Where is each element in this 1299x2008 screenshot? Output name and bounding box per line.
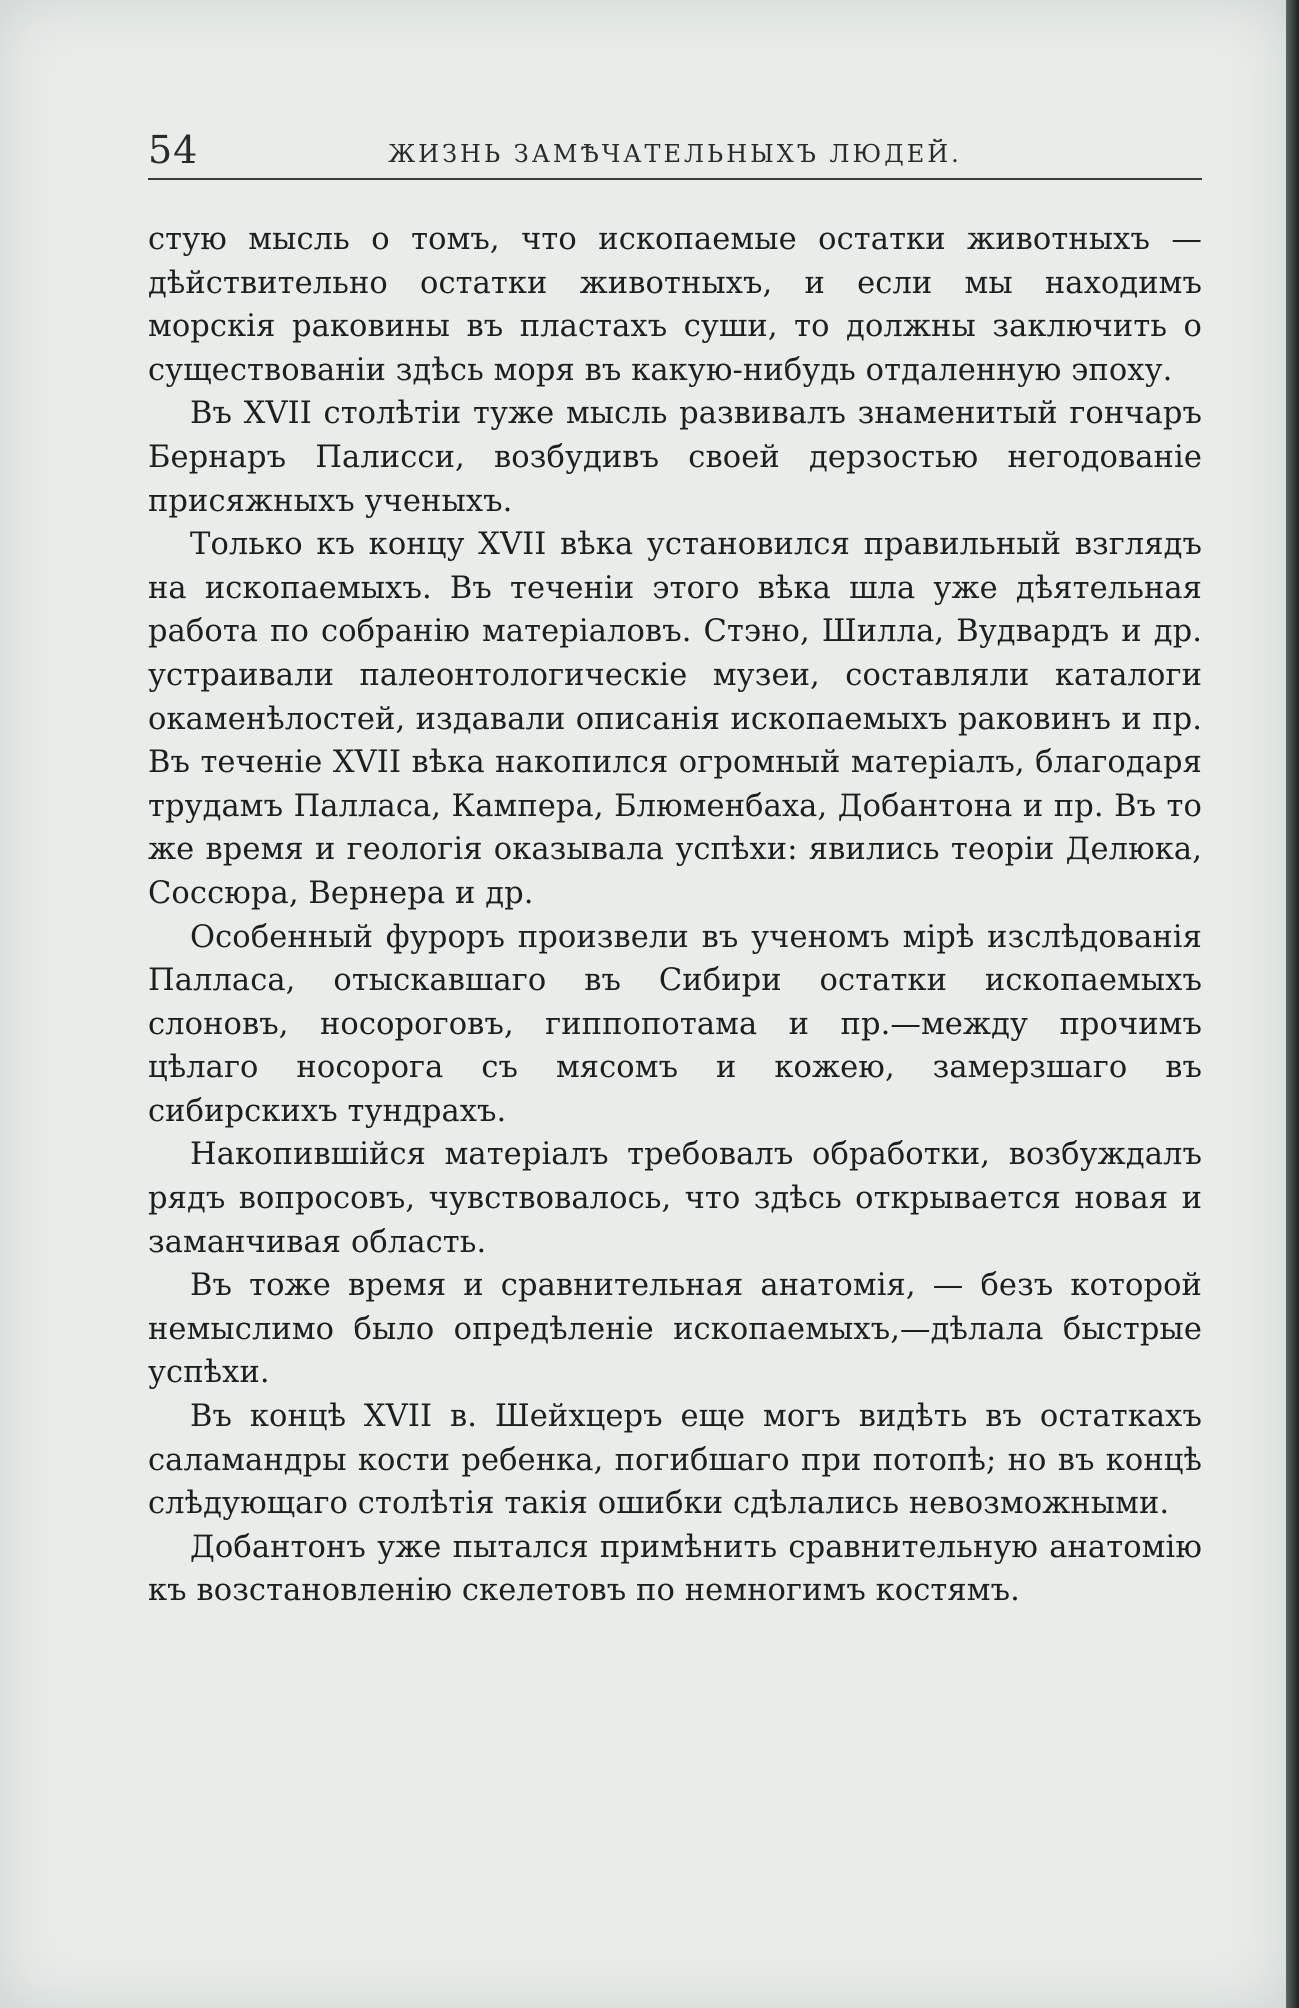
- header-rule: [148, 178, 1202, 180]
- paragraph-continued: стую мысль о томъ, что ископаемые остатки животныхъ — дѣйствительно остатки животныхъ, и если мы находимъ морскія раковины въ пластахъ суши, то должны заключить о существованіи здѣсь моря въ какую-нибудь отдаленную эпоху.: [148, 222, 1202, 388]
- paragraph: Только къ концу XVII вѣка установился правильный взглядъ на ископаемыхъ. Въ теченіи этого вѣка шла уже дѣятельная работа по собранію матеріаловъ. Стэно, Шилла, Вудвардъ и др. устраивали палеонтологическіе музеи, составляли каталоги окаменѣлостей, издавали описанія ископаемыхъ раковинъ и пр. Въ теченіе XVII вѣка накопился огромный матеріалъ, благодаря трудамъ Палласа, Кампера, Блюменбаха, Добантона и пр. Въ то же время и геологія оказывала успѣхи: явились теоріи Делюка, Соссюра, Вернера и др.: [148, 527, 1202, 911]
- page-number: 54: [148, 128, 199, 172]
- body-text: [148, 218, 1202, 1613]
- paragraph: Въ тоже время и сравнительная анатомія, — безъ которой немыслимо было опредѣленіе ископаемыхъ,—дѣлала быстрые успѣхи.: [148, 1268, 1202, 1391]
- running-head: ЖИЗНЬ ЗАМѢЧАТЕЛЬНЫХЪ ЛЮДЕЙ.: [388, 140, 962, 168]
- paragraph: Добантонъ уже пытался примѣнить сравнительную анатомію къ возстановленію скелетовъ по немногимъ костямъ.: [148, 1529, 1202, 1609]
- paragraph: Накопившійся матеріалъ требовалъ обработки, возбуждалъ рядъ вопросовъ, чувствовалось, что здѣсь открывается новая и заманчивая область.: [148, 1137, 1202, 1260]
- page-header: [148, 128, 1202, 178]
- paragraph: Особенный фуроръ произвели въ ученомъ мірѣ изслѣдованія Палласа, отыскавшаго въ Сибири остатки ископаемыхъ слоновъ, носороговъ, гиппопотама и пр.—между прочимъ цѣлаго носорога съ мясомъ и кожею, замерзшаго въ сибирскихъ тундрахъ.: [148, 919, 1202, 1129]
- paragraph: Въ концѣ XVII в. Шейхцеръ еще могъ видѣть въ остаткахъ саламандры кости ребенка, погибшаго при потопѣ; но въ концѣ слѣдующаго столѣтія такія ошибки сдѣлались невозможными.: [148, 1399, 1202, 1522]
- page-edge: [1286, 0, 1299, 2008]
- paragraph: Въ XVII столѣтіи туже мысль развивалъ знаменитый гончаръ Бернаръ Палисси, возбудивъ своей дерзостью негодованіе присяжныхъ ученыхъ.: [148, 396, 1202, 519]
